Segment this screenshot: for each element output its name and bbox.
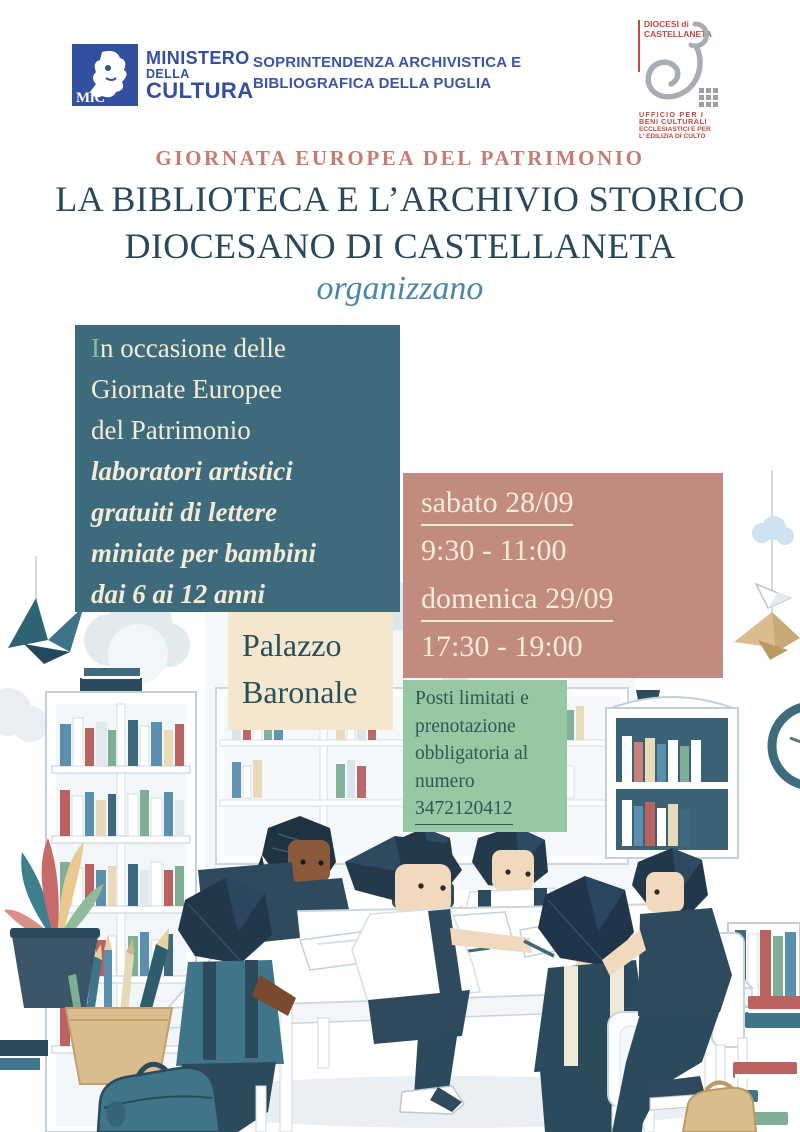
svg-text:DIOCESI di: DIOCESI di	[644, 19, 689, 29]
subtitle-organizzano: organizzano	[316, 270, 484, 307]
svg-text:CASTELLANETA: CASTELLANETA	[644, 29, 712, 39]
mic-line1: MINISTERO	[146, 48, 250, 69]
mic-logo-text	[146, 44, 253, 108]
mic-line3: CULTURA	[146, 78, 254, 104]
book-floor-left2	[0, 1058, 40, 1070]
title-line2: DIOCESANO DI CASTELLANETA	[124, 226, 676, 266]
mic-logo	[72, 44, 253, 108]
booking-line3: obbligatoria al	[415, 743, 529, 764]
info-italic2: gratuiti di lettere	[91, 497, 277, 527]
info-italic1: laboratori artistici	[91, 456, 293, 486]
diocesi-logo	[637, 14, 729, 138]
info-line3: del Patrimonio	[91, 415, 251, 445]
diocesi-logo-graphic	[637, 14, 729, 138]
svg-text:ECCLESIASTICI E PER: ECCLESIASTICI E PER	[639, 126, 711, 133]
schedule-time2: 17:30 - 19:00	[421, 630, 583, 663]
info-line2: Giornate Europee	[91, 374, 283, 404]
svg-text:L’ EDILIZIA DI CULTO: L’ EDILIZIA DI CULTO	[639, 133, 706, 138]
event-eyebrow: GIORNATA EUROPEA DEL PATRIMONIO	[155, 146, 645, 170]
booking-box	[403, 680, 567, 832]
svg-text:UFFICIO PER I: UFFICIO PER I	[639, 110, 705, 119]
venue-box	[228, 612, 393, 730]
info-box	[75, 325, 400, 612]
lead-initial: I	[91, 333, 100, 363]
mic-line2: DELLA	[146, 66, 190, 81]
schedule-time1: 9:30 - 11:00	[421, 534, 567, 567]
info-italic4: dai 6 ai 12 anni	[91, 579, 266, 609]
bookshelf-right-cabinet	[606, 690, 738, 858]
schedule-box	[403, 473, 723, 678]
mic-logo-icon	[72, 44, 138, 108]
booking-phone: 3472120412	[415, 795, 513, 825]
soprintendenza-title	[253, 52, 573, 94]
info-italic3: miniate per bambini	[91, 538, 317, 568]
booking-line4: numero	[415, 770, 475, 792]
booking-line2: prenotazione	[415, 715, 516, 737]
svg-text:BENI CULTURALI: BENI CULTURALI	[639, 117, 708, 126]
booking-line1: Posti limitati e	[415, 688, 529, 709]
schedule-day1: sabato 28/09	[421, 484, 573, 526]
soprintendenza-line1: SOPRINTENDENZA ARCHIVISTICA E	[253, 54, 522, 71]
venue-line2: Baronale	[242, 674, 358, 710]
svg-text:MiC: MiC	[76, 90, 106, 106]
page-title	[0, 176, 800, 270]
soprintendenza-line2: BIBLIOGRAFICA DELLA PUGLIA	[253, 75, 492, 92]
title-line1: LA BIBLIOTECA E L’ARCHIVIO STORICO	[55, 179, 745, 219]
venue-line1: Palazzo	[242, 627, 342, 663]
info-line1: In occasione delle	[91, 333, 286, 363]
schedule-day2: domenica 29/09	[421, 580, 613, 622]
book-floor-left	[0, 1040, 48, 1056]
